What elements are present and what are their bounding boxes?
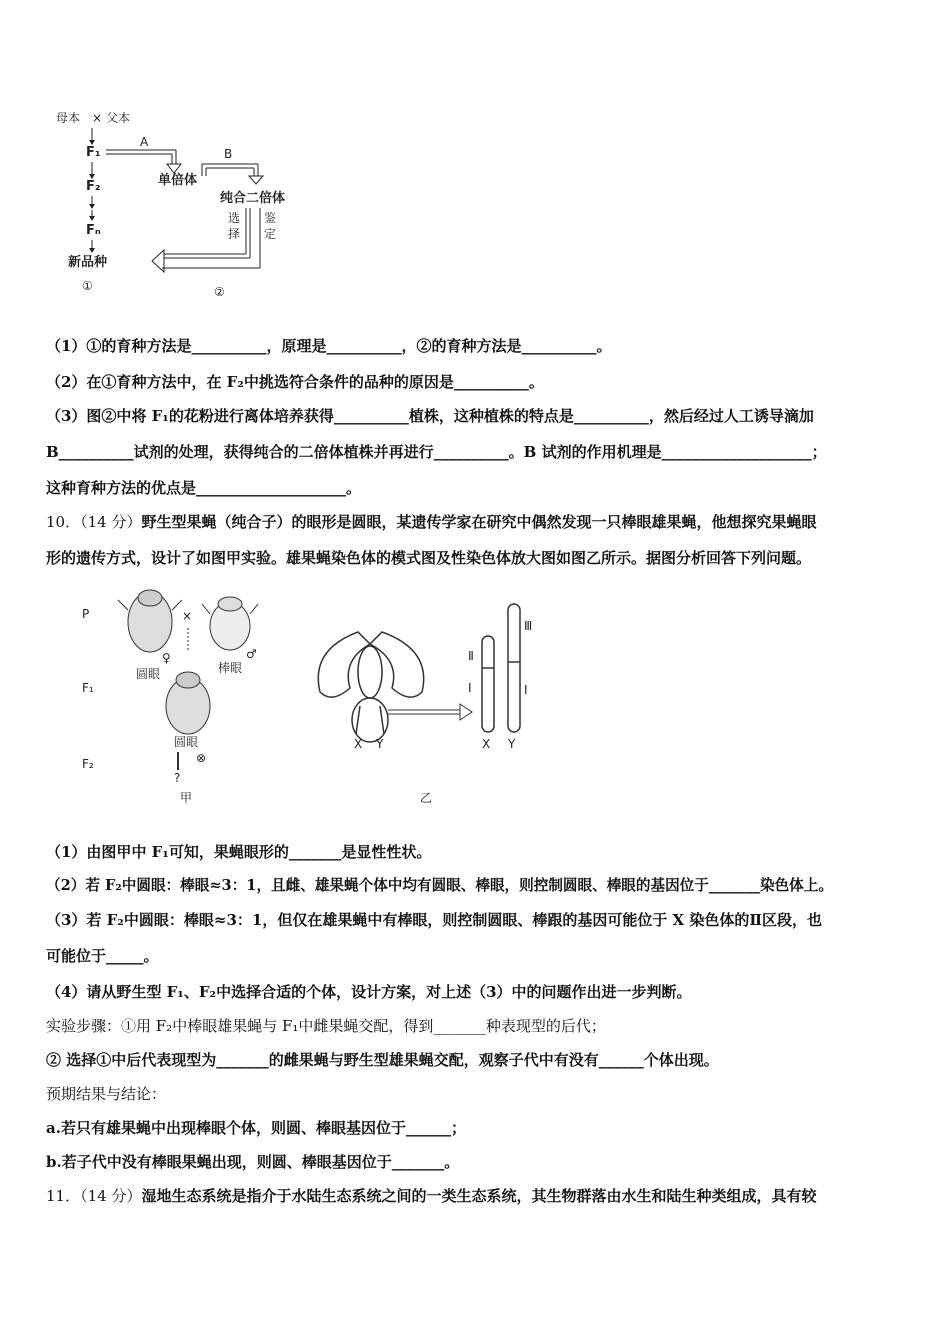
q9-line-1: （1）①的育种方法是__________，原理是__________，②的育种方法是__________。: [46, 337, 612, 355]
q10-step-2: ② 选择①中后代表现型为_______的雌果蝇与野生型雄果蝇交配，观察子代中有没有______个体出现。: [46, 1051, 719, 1069]
x-region-2-label: Ⅱ: [468, 649, 474, 663]
mother-label: 母本: [56, 111, 81, 125]
q10-result-a: a.若只有雄果蝇中出现棒眼个体，则圆、棒眼基因位于______；: [46, 1119, 466, 1137]
round-eye-female-fly: [118, 590, 182, 652]
q10-result-b: b.若子代中没有棒眼果蝇出现，则圆、棒眼基因位于_______。: [46, 1153, 460, 1171]
cross-symbol: ×: [182, 609, 193, 623]
father-label: 父本: [106, 111, 131, 125]
breeding-diagram: [50, 100, 320, 310]
circle-2-label: ②: [214, 285, 225, 299]
x-label: X: [354, 737, 363, 751]
fn-label: Fₙ: [86, 223, 101, 238]
y-region-3-label: Ⅲ: [524, 619, 533, 633]
enlarged-x-chromosome: [482, 636, 494, 732]
self-cross-symbol: ⊗: [196, 751, 207, 765]
new-variety-label: 新品种: [68, 255, 108, 270]
enlarged-y-chromosome: [508, 604, 520, 732]
f1-round-eye-fly: [166, 672, 210, 734]
q10-number: 10．（14 分）: [46, 513, 142, 531]
fig-yi-label: 乙: [420, 791, 433, 805]
enlarged-y-label: Y: [508, 737, 516, 751]
round-eye-label: 圆眼: [136, 667, 161, 681]
arrow-a-label: A: [140, 135, 149, 149]
bar-eye-label: 棒眼: [218, 661, 243, 675]
f1-round-eye-label: 圆眼: [174, 735, 199, 749]
fruitfly-diagram: [70, 580, 570, 810]
haploid-label: 单倍体: [158, 173, 198, 188]
identify-label-1: 鉴: [264, 211, 277, 225]
q11-line-1: [46, 1186, 816, 1206]
f1-label: F₁: [86, 145, 101, 160]
q9-line-3: （3）图②中将 F₁的花粉进行离体培养获得__________植株，这种植株的特点是__________，然后经过人工诱导滴加: [46, 407, 814, 425]
fig-jia-label: 甲: [180, 791, 193, 805]
q10-intro-1: [46, 512, 816, 532]
y-label: Y: [376, 737, 384, 751]
y-region-1-label: Ⅰ: [524, 683, 528, 697]
male-symbol: ♂: [246, 647, 257, 661]
circle-1-label: ①: [82, 279, 93, 293]
q9-line-2: （2）在①育种方法中，在 F₂中挑选符合条件的品种的原因是__________。: [46, 373, 544, 391]
q10-sub-2: （2）若 F₂中圆眼：棒眼≈3：1，且雌、雄果蝇个体中均有圆眼、棒眼，则控制圆眼、棒眼的基因位于_______染色体上。: [46, 877, 833, 894]
bar-eye-male-fly: [202, 597, 258, 650]
pure-diploid-label: 纯合二倍体: [220, 191, 286, 206]
q10-intro-2: 形的遗传方式，设计了如图甲实验。雄果蝇染色体的模式图及性染色体放大图如图乙所示。据图分析回答下列问题。: [46, 549, 812, 567]
chromosome-set: [318, 632, 423, 742]
q10-intro-text: 野生型果蝇（纯合子）的眼形是圆眼，某遗传学家在研究中偶然发现一只棒眼雄果蝇，他想探究果蝇眼: [141, 513, 817, 531]
cross-sign: ×: [92, 111, 103, 125]
x-region-1-label: Ⅰ: [468, 681, 472, 695]
q10-expect: 预期结果与结论：: [46, 1085, 167, 1103]
identify-label-2: 定: [264, 227, 277, 241]
f1-gen-label: F₁: [82, 681, 94, 695]
q9-line-4: B__________试剂的处理，获得纯合的二倍体植株并再进行__________。B 试剂的作用机理是____________________；: [46, 443, 827, 461]
q10-step-1: 实验步骤：①用 F₂中棒眼雄果蝇与 F₁中雌果蝇交配，得到_______种表现型的后代；: [46, 1017, 606, 1035]
p-label: P: [82, 607, 90, 621]
select-label-2: 择: [228, 227, 241, 241]
q10-sub-1: （1）由图甲中 F₁可知，果蝇眼形的_______是显性性状。: [46, 843, 432, 861]
q9-line-5: 这种育种方法的优点是____________________。: [46, 479, 362, 497]
enlarged-x-label: X: [482, 737, 491, 751]
q10-sub-3a: （3）若 F₂中圆眼：棒眼≈3：1，但仅在雄果蝇中有棒眼，则控制圆眼、棒跟的基因可能位于 X 染色体的Ⅱ区段，也: [46, 911, 823, 929]
q11-number: 11．（14 分）: [46, 1187, 142, 1205]
q11-text: 湿地生态系统是指介于水陆生态系统之间的一类生态系统，其生物群落由水生和陆生种类组成，具有较: [141, 1187, 817, 1205]
unknown-mark: ?: [174, 771, 181, 785]
select-label-1: 选: [228, 211, 241, 225]
q10-sub-3b: 可能位于_____。: [46, 947, 159, 965]
arrow-b-label: B: [224, 147, 233, 161]
q10-sub-4: （4）请从野生型 F₁、F₂中选择合适的个体，设计方案，对上述（3）中的问题作出进一步判断。: [46, 983, 692, 1001]
f2-label: F₂: [86, 179, 101, 194]
f2-gen-label: F₂: [82, 757, 94, 771]
female-symbol: ♀: [162, 651, 171, 665]
